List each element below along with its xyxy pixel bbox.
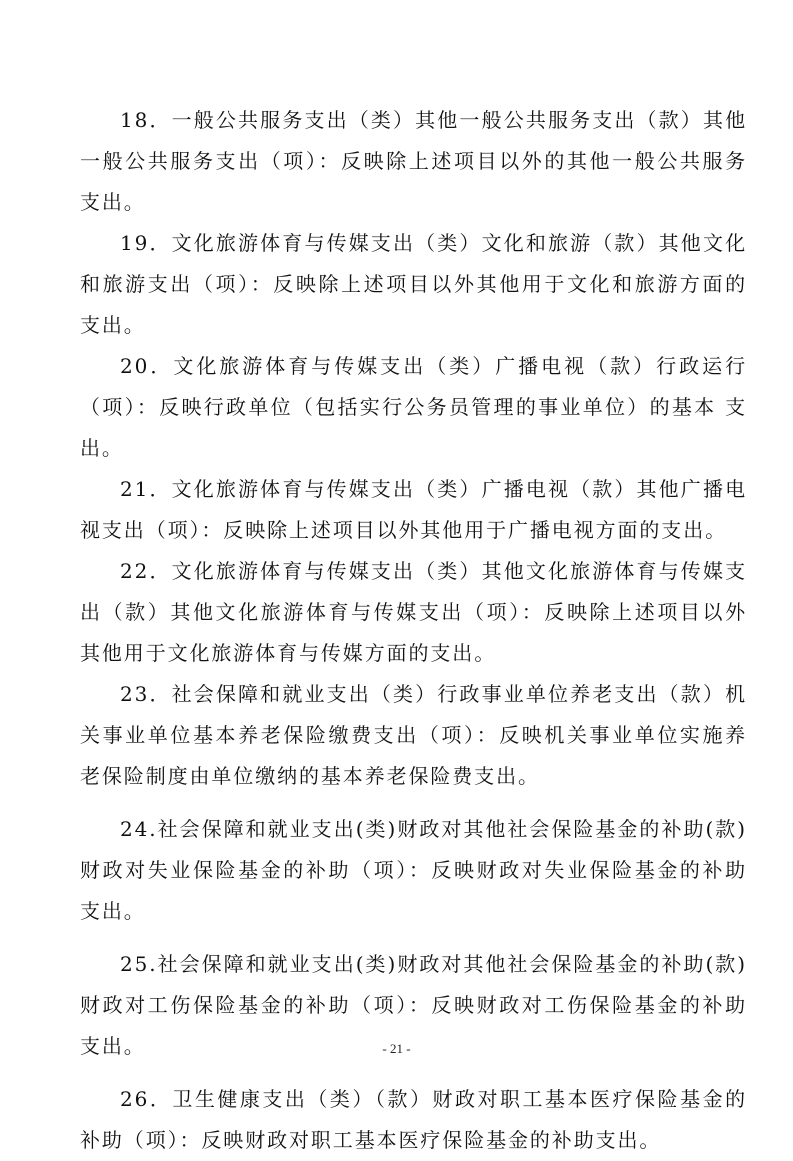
- paragraph-26: 26．卫生健康支出（类）（款）财政对职工基本医疗保险基金的补助（项）：反映财政对职工基本医疗保险基金的补助支出。: [80, 1087, 747, 1152]
- paragraph-19: 19．文化旅游体育与传媒支出（类）文化和旅游（款）其他文化和旅游支出（项）：反映除上述项目以外其他用于文化和旅游方面的支出。: [80, 231, 747, 337]
- paragraph-21: 21．文化旅游体育与传媒支出（类）广播电视（款）其他广播电视支出（项）：反映除上述项目以外其他用于广播电视方面的支出。: [80, 477, 747, 542]
- paragraph-25: 25.社会保障和就业支出(类)财政对其他社会保险基金的补助(款)财政对工伤保险基金的补助（项）：反映财政对工伤保险基金的补助支出。: [80, 952, 747, 1058]
- paragraph-20: 20．文化旅游体育与传媒支出（类）广播电视（款）行政运行（项）：反映行政单位（包括实行公务员管理的事业单位）的基本 支出。: [80, 354, 747, 460]
- document-body: [80, 100, 747, 1161]
- paragraph-24: 24.社会保障和就业支出(类)财政对其他社会保险基金的补助(款)财政对失业保险基金的补助（项）：反映财政对失业保险基金的补助支出。: [80, 817, 747, 923]
- paragraph-22: 22．文化旅游体育与传媒支出（类）其他文化旅游体育与传媒支出（款）其他文化旅游体育与传媒支出（项）：反映除上述项目以外其他用于文化旅游体育与传媒方面的支出。: [80, 559, 747, 665]
- page-number: - 21 -: [382, 1041, 411, 1056]
- paragraph-23: 23．社会保障和就业支出（类）行政事业单位养老支出（款）机关事业单位基本养老保险缴费支出（项）：反映机关事业单位实施养老保险制度由单位缴纳的基本养老保险费支出。: [80, 682, 747, 788]
- paragraph-18: 18．一般公共服务支出（类）其他一般公共服务支出（款）其他一般公共服务支出（项）：反映除上述项目以外的其他一般公共服务支出。: [80, 108, 747, 214]
